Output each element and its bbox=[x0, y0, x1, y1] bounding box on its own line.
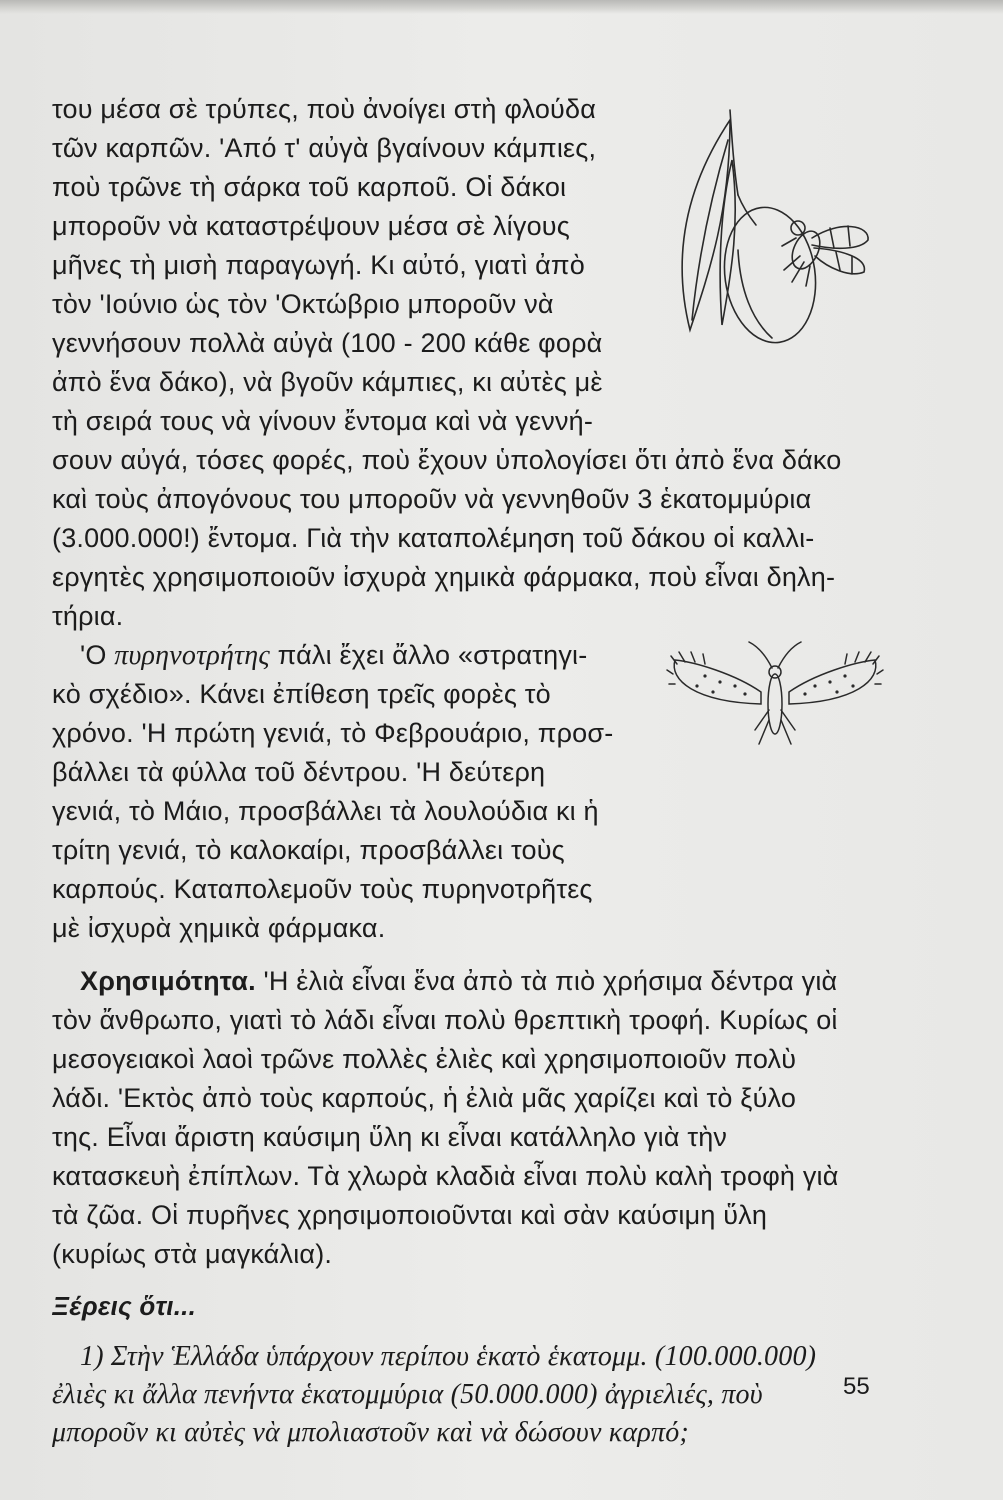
leaf-midrib bbox=[692, 140, 728, 320]
text-line: μὲ ἰσχυρὰ χημικὰ φάρμακα. bbox=[52, 913, 386, 943]
moth-head bbox=[769, 666, 781, 678]
fact-line: ἐλιὲς κι ἄλλα πενήντα ἑκατομμύρια (50.000.000) ἀγριελιές, ποὺ bbox=[52, 1379, 763, 1410]
text-line: μεσογειακοὶ λαοὶ τρῶνε πολλὲς ἐλιὲς καὶ χρησιμοποιοῦν πολὺ bbox=[52, 1044, 797, 1074]
text-line: ποὺ τρῶνε τὴ σάρκα τοῦ καρποῦ. Οἱ δάκοι bbox=[52, 172, 567, 202]
text-line: μποροῦν νὰ καταστρέψουν μέσα σὲ λίγους bbox=[52, 211, 570, 241]
usefulness-lead-line bbox=[80, 964, 837, 998]
lead-before: 'Ο bbox=[80, 640, 107, 670]
text-line: τὸν ἄνθρωπο, γιατὶ τὸ λάδι εἶναι πολὺ θρεπτικὴ τροφή. Κυρίως οἱ bbox=[52, 1005, 838, 1035]
usefulness-first-line: 'Η ἐλιὰ εἶναι ἕνα ἀπὸ τὰ πιὸ χρήσιμα δέντρα γιὰ bbox=[263, 966, 838, 996]
fact-line: 1) Στὴν Ἑλλάδα ὑπάρχουν περίπου ἑκατὸ ἑκατομμ. (100.000.000) bbox=[80, 1341, 817, 1372]
moth-right-fringe bbox=[845, 652, 883, 684]
text-line: σουν αὐγά, τόσες φορές, ποὺ ἔχουν ὑπολογίσει ὅτι ἀπὸ ἕνα δάκο bbox=[52, 445, 842, 475]
lead-after: πάλι ἔχει ἄλλο «στρατηγι- bbox=[277, 640, 588, 670]
olive-fly-illustration bbox=[660, 100, 880, 360]
usefulness-heading: Χρησιμότητα. bbox=[80, 966, 256, 996]
moth-left-wing bbox=[674, 660, 761, 704]
text-line: τρίτη γενιά, τὸ καλοκαίρι, προσβάλλει τοὺς bbox=[52, 835, 565, 865]
page-number: 55 bbox=[843, 1373, 870, 1400]
text-line: τῶν καρπῶν. 'Από τ' αὐγὰ βγαίνουν κάμπιες, bbox=[52, 133, 597, 163]
moth-illustration bbox=[665, 640, 885, 760]
pyrinotritis-lead-line bbox=[80, 638, 587, 673]
did-you-know-heading: Ξέρεις ὅτι... bbox=[52, 1291, 197, 1321]
text-line: γεννήσουν πολλὰ αὐγὰ (100 - 200 κάθε φορὰ bbox=[52, 328, 603, 358]
text-line: κὸ σχέδιο». Κάνει ἐπίθεση τρεῖς φορὲς τὸ bbox=[52, 679, 551, 709]
text-line: μῆνες τὴ μισὴ παραγωγή. Κι αὐτό, γιατὶ ἀπὸ bbox=[52, 250, 585, 280]
text-line: (3.000.000!) ἔντομα. Γιὰ τὴν καταπολέμηση τοῦ δάκου οἱ καλλι- bbox=[52, 523, 815, 553]
text-line: ἀπὸ ἕνα δάκο), νὰ βγοῦν κάμπιες, κι αὐτὲς μὲ bbox=[52, 367, 603, 397]
moth-legs bbox=[755, 710, 795, 744]
moth-right-wing bbox=[789, 660, 876, 704]
text-line: τὰ ζῶα. Οἱ πυρῆνες χρησιμοποιοῦνται καὶ σὰν καύσιμη ὕλη bbox=[52, 1200, 768, 1230]
text-line: τὸν 'Ιούνιο ὡς τὸν 'Οκτώβριο μποροῦν νὰ bbox=[52, 289, 554, 319]
fact-line: μποροῦν κι αὐτὲς νὰ μπολιαστοῦν καὶ νὰ δώσουν καρπό; bbox=[52, 1417, 689, 1448]
text-line: εργητὲς χρησιμοποιοῦν ἰσχυρὰ χημικὰ φάρμακα, ποὺ εἶναι δηλη- bbox=[52, 562, 836, 592]
text-line: της. Εἶναι ἄριστη καύσιμη ὕλη κι εἶναι κατάλληλο γιὰ τὴν bbox=[52, 1122, 728, 1152]
page-top-edge bbox=[0, 0, 1003, 14]
text-line: τήρια. bbox=[52, 601, 124, 631]
text-line: κατασκευὴ ἐπίπλων. Τὰ χλωρὰ κλαδιὰ εἶναι πολὺ καλὴ τροφὴ γιὰ bbox=[52, 1161, 839, 1191]
text-line: (κυρίως στὰ μαγκάλια). bbox=[52, 1239, 333, 1269]
text-line: λάδι. 'Εκτὸς ἀπὸ τοὺς καρπούς, ἡ ἐλιὰ μᾶς χαρίζει καὶ τὸ ξύλο bbox=[52, 1083, 797, 1113]
text-line: καρπούς. Καταπολεμοῦν τοὺς πυρηνοτρῆτες bbox=[52, 874, 593, 904]
text-line: χρόνο. 'Η πρώτη γενιά, τὸ Φεβρουάριο, προσ- bbox=[52, 718, 614, 748]
text-line: γενιά, τὸ Μάιο, προσβάλλει τὰ λουλούδια κι ἡ bbox=[52, 796, 599, 826]
term-pyrinotritis: πυρηνοτρήτης bbox=[114, 640, 270, 671]
text-line: τὴ σειρά τους νὰ γίνουν ἔντομα καὶ νὰ γεννή- bbox=[52, 406, 594, 436]
fly-legs bbox=[782, 238, 810, 286]
moth-antennae bbox=[749, 642, 801, 668]
text-line: καὶ τοὺς ἀπογόνους του μποροῦν νὰ γεννηθοῦν 3 ἑκατομμύρια bbox=[52, 484, 812, 514]
text-line: του μέσα σὲ τρύπες, ποὺ ἀνοίγει στὴ φλούδα bbox=[52, 94, 597, 124]
text-line: βάλλει τὰ φύλλα τοῦ δέντρου. 'Η δεύτερη bbox=[52, 757, 546, 787]
moth-body bbox=[768, 674, 782, 734]
moth-left-fringe bbox=[667, 652, 705, 684]
